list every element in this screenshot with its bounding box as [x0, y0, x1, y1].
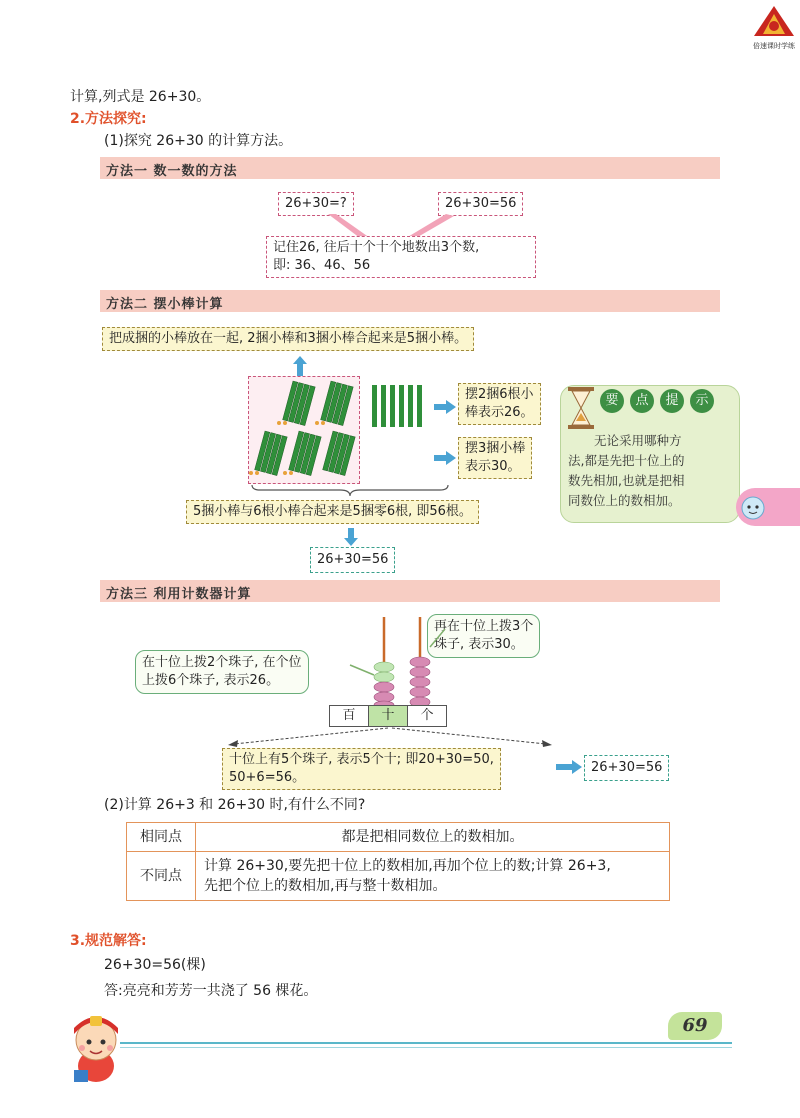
diff-line1: 计算 26+30,要先把十位上的数相加,再加个位上的数;计算 26+3, [204, 858, 611, 874]
same-label: 相同点 [127, 823, 196, 852]
method2-note-a [458, 383, 541, 425]
tip-title-char-2: 点 [630, 389, 654, 413]
tip-line4: 同数位上的数相加。 [568, 493, 681, 508]
note-a-line2: 棒表示26。 [465, 405, 534, 420]
method2-note-b [458, 437, 532, 479]
section2-title: 2.方法探究: [70, 111, 147, 127]
right-arrow-icon [434, 451, 456, 465]
bottom-note-line2: 50+6=56。 [229, 770, 306, 785]
comparison-table [126, 822, 670, 901]
spread-arrows-icon [220, 726, 560, 748]
same-text: 都是把相同数位上的数相加。 [196, 823, 670, 852]
method3-bottom-note [222, 748, 501, 790]
method3-band [100, 580, 720, 602]
section3-title: 3.规范解答: [70, 933, 147, 949]
tip-title [600, 389, 736, 415]
loose-sticks-icon [370, 385, 430, 429]
tip-panel [560, 385, 742, 525]
tip-title-char-4: 示 [690, 389, 714, 413]
right-note-line2: 珠子, 表示30。 [434, 637, 524, 652]
note-b-line1: 摆3捆小棒 [465, 441, 526, 456]
logo-text: 倍速课时学练 [753, 42, 795, 50]
method2-bottom-note: 5捆小棒与6根小棒合起来是5捆零6根, 即56根。 [186, 500, 479, 524]
down-arrow-icon [344, 528, 358, 546]
place-value-bar [329, 705, 447, 727]
diff-label: 不同点 [127, 852, 196, 901]
tip-line3: 数先相加,也就是把相 [568, 473, 685, 488]
intro-line: 计算,列式是 26+30。 [70, 89, 211, 105]
method1-explain-line2: 即: 36、46、56 [273, 258, 371, 273]
question-2: (2)计算 26+3 和 26+30 时,有什么不同? [104, 797, 366, 813]
page-number-badge [668, 1012, 722, 1040]
method3-result: 26+30=56 [584, 755, 669, 781]
method2-result: 26+30=56 [310, 547, 395, 573]
stick-bundles-icon [249, 377, 359, 483]
footer-line-thin [120, 1047, 732, 1048]
right-note-line1: 再在十位上拨3个 [434, 619, 534, 634]
tip-title-char-3: 提 [660, 389, 684, 413]
place-ones: 个 [408, 706, 446, 726]
place-tens: 十 [368, 706, 408, 726]
brace-icon [250, 483, 450, 497]
diff-text [196, 852, 670, 901]
method2-title: 方法二 摆小棒计算 [106, 297, 224, 312]
method3-left-note [135, 650, 309, 694]
bundles-box [248, 376, 360, 484]
side-tab [736, 488, 800, 526]
answer-text: 答:亮亮和芳芳一共浇了 56 棵花。 [104, 983, 318, 999]
page-number: 69 [682, 1015, 708, 1036]
tip-body [568, 431, 734, 511]
note-a-line1: 摆2捆6根小 [465, 387, 534, 402]
table-row [127, 852, 670, 901]
answer-equation: 26+30=56(棵) [104, 957, 206, 973]
method1-right-box: 26+30=56 [438, 192, 523, 216]
right-arrow-icon [556, 760, 582, 774]
abacus-icon [330, 615, 450, 707]
bottom-note-line1: 十位上有5个珠子, 表示5个十; 即20+30=50, [229, 752, 494, 767]
table-row [127, 823, 670, 852]
question-1: (1)探究 26+30 的计算方法。 [104, 133, 293, 149]
tip-line2: 法,都是先把十位上的 [568, 453, 685, 468]
diff-line2: 先把个位上的数相加,再与整十数相加。 [204, 878, 447, 894]
tip-title-char-1: 要 [600, 389, 624, 413]
method3-title: 方法三 利用计数器计算 [106, 587, 252, 602]
method1-explain-line1: 记住26, 往后十个十个地数出3个数, [273, 240, 480, 255]
method1-title: 方法一 数一数的方法 [106, 164, 238, 179]
hourglass-icon [566, 387, 596, 429]
method2-band [100, 290, 720, 312]
left-note-line2: 上拨6个珠子, 表示26。 [142, 673, 280, 688]
footer-line [120, 1042, 732, 1044]
tip-line1: 无论采用哪种方 [594, 433, 682, 448]
left-note-line1: 在十位上拨2个珠子, 在个位 [142, 655, 302, 670]
corner-logo [752, 4, 796, 48]
right-arrow-icon [434, 400, 456, 414]
note-b-line2: 表示30。 [465, 459, 521, 474]
flame-logo-icon [752, 4, 796, 38]
mascot-face-icon [738, 492, 768, 522]
method2-top-note: 把成捆的小棒放在一起, 2捆小棒和3捆小棒合起来是5捆小棒。 [102, 327, 474, 351]
method1-explain-box [266, 236, 536, 278]
place-hundreds: 百 [330, 706, 368, 726]
up-arrow-icon [293, 356, 307, 376]
method1-band [100, 157, 720, 179]
method1-left-box: 26+30=? [278, 192, 354, 216]
